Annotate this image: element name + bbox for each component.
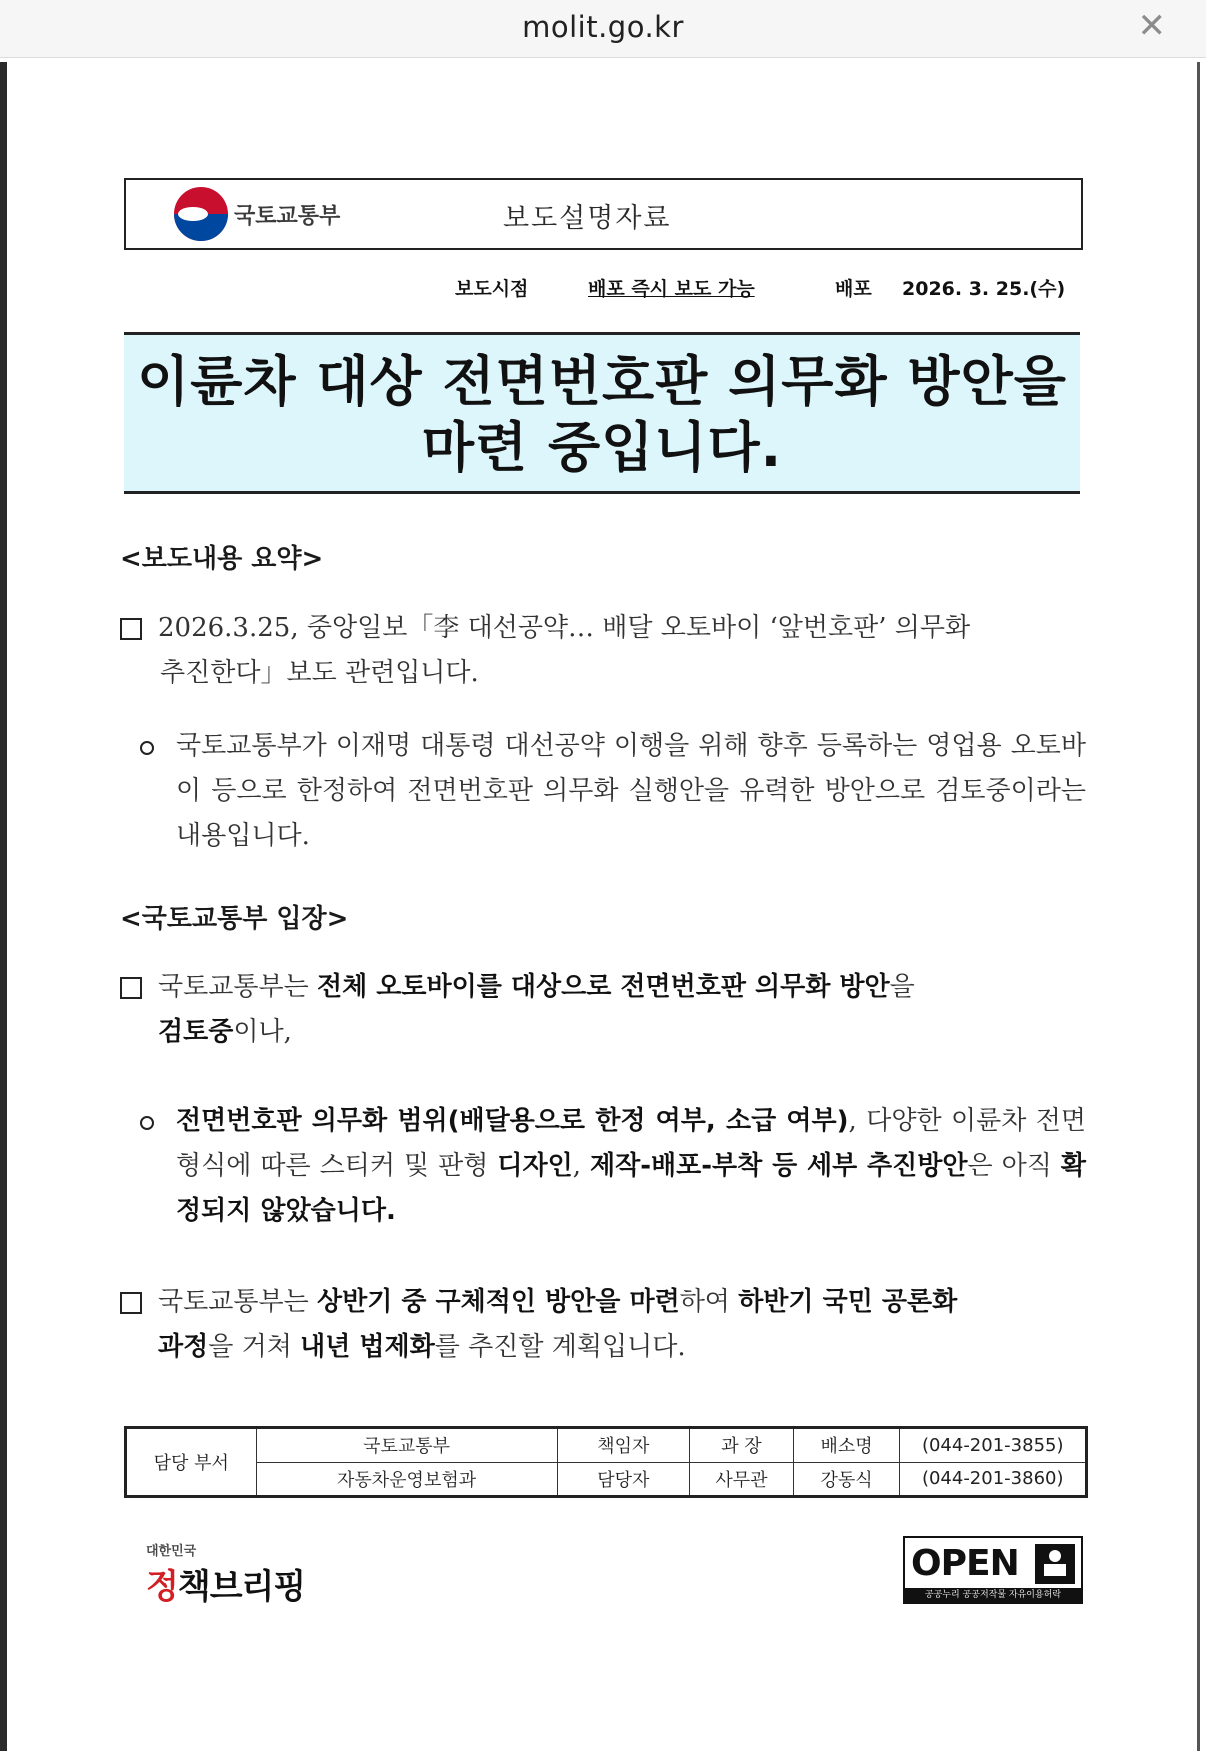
position-cell: 과 장	[690, 1428, 794, 1463]
position-cell: 사무관	[690, 1462, 794, 1497]
emphasis-segment: 상반기 중 구체적인 방안을 마련	[316, 1287, 680, 1317]
embargo-note: 배포 즉시 보도 가능	[588, 278, 755, 300]
emphasis-segment: 내년 법제화	[300, 1332, 435, 1362]
release-time-label: 보도시점	[455, 278, 529, 300]
role-cell: 책임자	[557, 1428, 690, 1463]
role-cell: 담당자	[557, 1462, 690, 1497]
checkbox-square-icon	[120, 618, 142, 640]
position-item-1	[158, 965, 1078, 1055]
division-cell: 자동차운영보험과	[256, 1462, 557, 1497]
text-segment: 국토교통부는	[158, 1287, 317, 1317]
emphasis-segment: 전면번호판 의무화 범위(배달용으로 한정 여부, 소급 여부)	[176, 1106, 849, 1136]
phone-cell: (044-201-3860)	[900, 1462, 1087, 1497]
page-right-edge	[1197, 62, 1200, 1751]
ministry-name: 국토교통부	[234, 204, 341, 229]
position-item-2	[158, 1280, 1088, 1370]
text-segment: ,	[572, 1151, 590, 1181]
document-title	[124, 349, 1080, 481]
policy-briefing-logo	[146, 1540, 305, 1608]
name-cell: 강동식	[793, 1462, 900, 1497]
emphasis-segment: 확정되지 않았습니다.	[176, 1151, 1086, 1226]
phone-cell: (044-201-3855)	[900, 1428, 1087, 1463]
table-row	[126, 1462, 1087, 1497]
government-emblem-icon	[174, 187, 228, 241]
open-license-badge	[903, 1536, 1083, 1604]
text-segment: 를 추진할 계획입니다.	[434, 1332, 686, 1362]
name-cell: 배소명	[793, 1428, 900, 1463]
header-box	[124, 178, 1083, 250]
person-icon	[1035, 1544, 1075, 1584]
page-left-edge	[0, 62, 7, 1751]
summary-item-1	[158, 606, 1078, 696]
text-segment: 을 거쳐	[208, 1332, 301, 1362]
checkbox-square-icon	[120, 977, 142, 999]
text-segment: 은 아직	[967, 1151, 1061, 1181]
emphasis-segment: 제작-배포-부착 등 세부 추진방안	[589, 1151, 968, 1181]
bullet-circle-icon	[140, 1116, 154, 1130]
distribution-label: 배포	[835, 278, 872, 300]
emphasis-segment: 검토중	[158, 1017, 234, 1047]
summary-heading: <보도내용 요약>	[120, 544, 324, 574]
release-date: 2026. 3. 25.(수)	[902, 278, 1066, 300]
open-license-strip: 공공누리 공공저작물 자유이용허락	[905, 1588, 1081, 1602]
emphasis-segment: 과정	[158, 1332, 209, 1362]
open-text: OPEN	[911, 1543, 1019, 1584]
policy-logo-main	[146, 1559, 305, 1608]
title-line-2: 마련 중입니다.	[421, 416, 783, 479]
policy-logo-rest: 책브리핑	[177, 1567, 306, 1607]
checkbox-square-icon	[120, 1292, 142, 1314]
browser-topbar	[0, 0, 1206, 58]
title-line-1: 이륜차 대상 전면번호판 의무화 방안을	[137, 350, 1067, 413]
table-row	[126, 1428, 1087, 1463]
release-type: 보도설명자료	[503, 203, 672, 234]
text-segment: 을	[889, 972, 915, 1002]
close-icon[interactable]: ✕	[1137, 6, 1166, 46]
url-display[interactable]: molit.go.kr	[522, 10, 684, 44]
title-box	[124, 332, 1080, 494]
text-segment: 이나,	[233, 1017, 292, 1047]
emphasis-segment: 하반기 국민 공론화	[738, 1287, 958, 1317]
bullet-circle-icon	[140, 741, 154, 755]
dept-label-cell: 담당 부서	[126, 1428, 257, 1497]
summary-sub-1: 국토교통부가 이재명 대통령 대선공약 이행을 위해 향후 등록하는 영업용 오토바이 등으로 한정하여 전면번호판 의무화 실행안을 유력한 방안으로 검토중이라는 내용입니다.	[176, 731, 1086, 851]
text-segment: 국토교통부는	[158, 972, 317, 1002]
emphasis-segment: 전체 오토바이를 대상으로 전면번호판 의무화 방안	[316, 972, 890, 1002]
contact-table	[124, 1426, 1088, 1498]
summary-item-1-line-1: 2026.3.25, 중앙일보「李 대선공약… 배달 오토바이 ‘앞번호판’ 의무화	[158, 613, 971, 643]
position-heading: <국토교통부 입장>	[120, 904, 349, 934]
emphasis-segment: 디자인	[497, 1151, 573, 1181]
text-segment: 하여	[679, 1287, 739, 1317]
summary-item-1-line-2: 추진한다」보도 관련입니다.	[160, 658, 479, 688]
ministry-cell: 국토교통부	[256, 1428, 557, 1463]
position-sub-1	[176, 1099, 1086, 1234]
policy-logo-red: 정	[146, 1567, 178, 1607]
policy-logo-small: 대한민국	[146, 1544, 197, 1559]
text-segment: , 다양한 이륜차 전면 형식에 따른 스티커 및 판형	[176, 1106, 1086, 1181]
